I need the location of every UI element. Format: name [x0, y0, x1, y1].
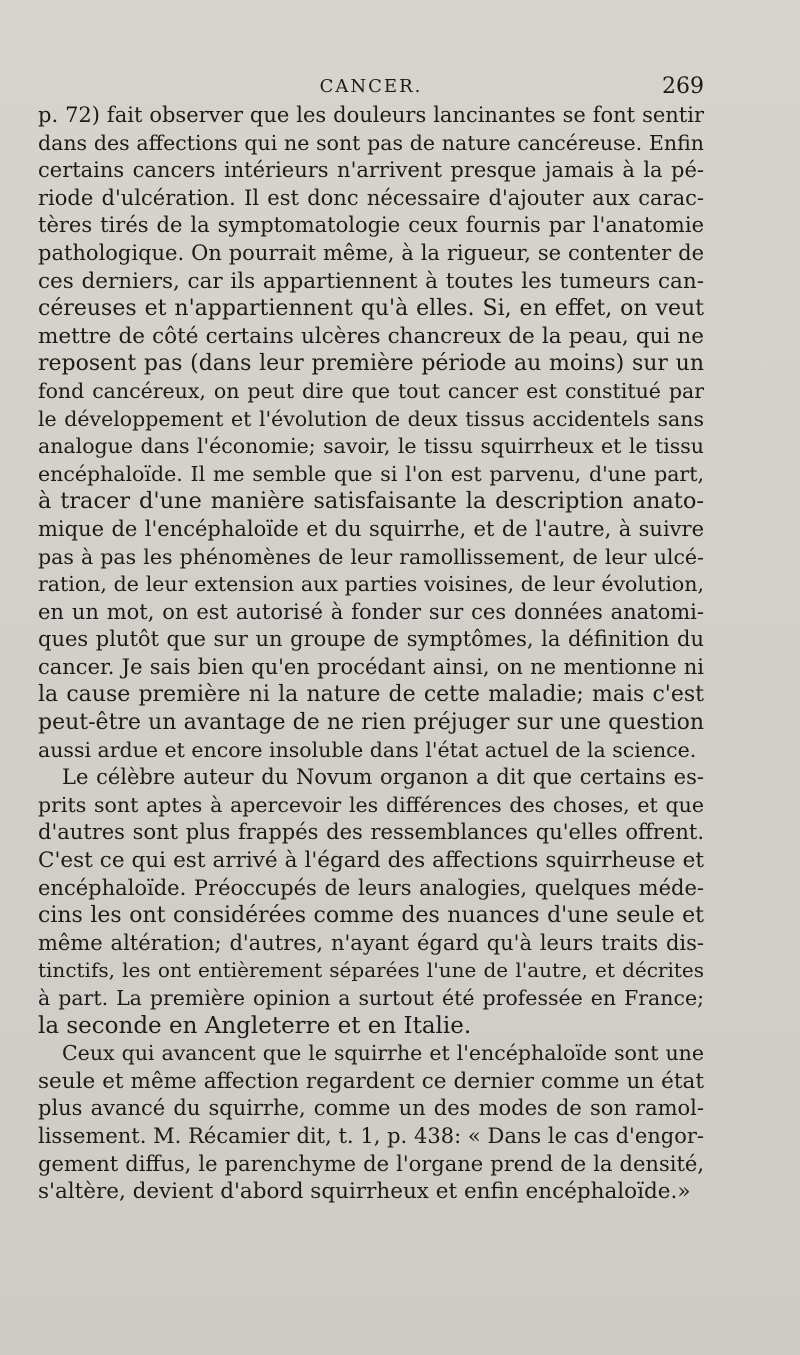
text-line: peut-être un avantage de ne rien préjuger sur une question [38, 710, 704, 736]
text-line: dans des affections qui ne sont pas de nature cancéreuse. Enfin [38, 130, 704, 155]
text-line: s'altère, devient d'abord squirrheux et enfin encéphaloïde.» [38, 1179, 691, 1205]
body-text [38, 102, 704, 1206]
text-line: pas à pas les phénomènes de leur ramollissement, de leur ulcé- [38, 544, 704, 569]
text-line: cins les ont considérées comme des nuances d'une seule et [38, 903, 704, 929]
text-line: pathologique. On pourrait même, à la rigueur, se contenter de [38, 240, 704, 265]
text-line: prits sont aptes à apercevoir les différences des choses, et que [38, 792, 704, 817]
text-line: certains cancers intérieurs n'arrivent presque jamais à la pé- [38, 158, 704, 183]
text-line: ration, de leur extension aux parties voisines, de leur évolution, [38, 572, 704, 597]
text-line: riode d'ulcération. Il est donc nécessaire d'ajouter aux carac- [38, 185, 704, 210]
running-head [38, 74, 704, 102]
text-line: Le célèbre auteur du Novum organon a dit que certains es- [62, 765, 704, 790]
text-line: fond cancéreux, on peut dire que tout cancer est constitué par [38, 378, 704, 403]
text-line: d'autres sont plus frappés des ressemblances qu'elles offrent. [38, 820, 704, 845]
text-line: ces derniers, car ils appartiennent à toutes les tumeurs can- [38, 268, 704, 294]
text-line: tinctifs, les ont entièrement séparées l'une de l'autre, et décrites [38, 958, 704, 983]
text-line: la seconde en Angleterre et en Italie. [38, 1012, 472, 1039]
text-line: céreuses et n'appartiennent qu'à elles. Si, en effet, on veut [38, 296, 704, 322]
text-line: C'est ce qui est arrivé à l'égard des affections squirrheuse et [38, 848, 704, 874]
text-line: mique de l'encéphaloïde et du squirrhe, et de l'autre, à suivre [38, 516, 704, 541]
running-head-title: CANCER. [319, 76, 423, 97]
text-line: seule et même affection regardent ce dernier comme un état [38, 1068, 704, 1094]
text-line: mettre de côté certains ulcères chancreux de la peau, qui ne [38, 323, 704, 349]
text-line: aussi ardue et encore insoluble dans l'état actuel de la science. [38, 737, 697, 762]
text-line: à part. La première opinion a surtout été professée en France; [38, 986, 704, 1010]
text-line: à tracer d'une manière satisfaisante la description anato- [38, 488, 704, 515]
text-line: gement diffus, le parenchyme de l'organe prend de la densité, [38, 1151, 704, 1176]
text-line: reposent pas (dans leur première période au moins) sur un [38, 351, 704, 377]
text-line: p. 72) fait observer que les douleurs lancinantes se font sentir [38, 103, 704, 127]
text-line: en un mot, on est autorisé à fonder sur ces données anatomi- [38, 599, 704, 624]
text-line: cancer. Je sais bien qu'en procédant ainsi, on ne mentionne ni [38, 654, 704, 679]
text-line: tères tirés de la symptomatologie ceux fournis par l'anatomie [38, 213, 704, 238]
text-line: le développement et l'évolution de deux tissus accidentels sans [38, 406, 704, 431]
text-line: analogue dans l'économie; savoir, le tissu squirrheux et le tissu [38, 434, 704, 459]
text-line: la cause première ni la nature de cette maladie; mais c'est [38, 682, 704, 708]
text-line: ques plutôt que sur un groupe de symptômes, la définition du [38, 627, 704, 652]
text-line: Ceux qui avancent que le squirrhe et l'encéphaloïde sont une [62, 1041, 704, 1066]
page-number: 269 [662, 74, 704, 99]
text-line: plus avancé du squirrhe, comme un des modes de son ramol- [38, 1096, 704, 1121]
text-line: lissement. M. Récamier dit, t. 1, p. 438: « Dans le cas d'engor- [38, 1123, 704, 1148]
text-line: encéphaloïde. Préoccupés de leurs analogies, quelques méde- [38, 875, 704, 900]
text-line: même altération; d'autres, n'ayant égard qu'à leurs traits dis- [38, 930, 704, 955]
text-line: encéphaloïde. Il me semble que si l'on est parvenu, d'une part, [38, 461, 704, 486]
